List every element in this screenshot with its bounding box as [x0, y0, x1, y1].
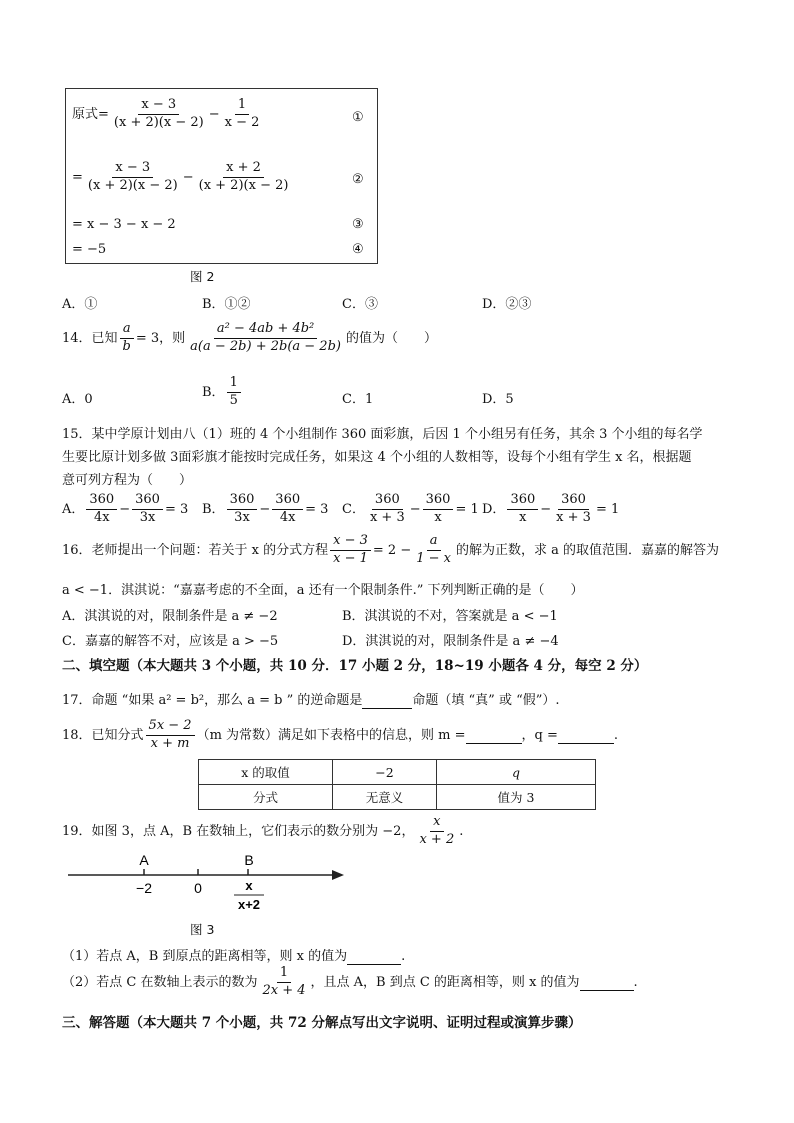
rhs: = 1	[595, 501, 620, 517]
frac-num: 1	[235, 98, 249, 115]
q13-option-a: A．①	[62, 297, 98, 312]
q18-pre: 18．已知分式	[62, 727, 144, 743]
q19-sub2-post: ，且点 A，B 到点 C 的距离相等，则 x 的值为	[310, 974, 580, 990]
frac-den: x − 1	[333, 550, 368, 566]
fig2-line-4: = −5	[72, 242, 107, 257]
q19-end: .	[459, 823, 464, 839]
q13-option-c: C．③	[342, 297, 378, 312]
q15-line-1: 15．某中学原计划由八（1）班的 4 个小组制作 360 面彩旗，后因 1 个小组另有任务，其余 3 个小组的每名学	[62, 427, 703, 442]
option-label: B．	[202, 384, 225, 400]
answer-blank-m[interactable]	[466, 728, 522, 744]
q16-option-b: B．淇淇说的不对，答案就是 a < −1	[342, 609, 558, 624]
q15-option-c: C． $\frac{360}{x + 3}$ − $\frac{360}{x}$ = 1	[342, 492, 479, 525]
q16-stem	[62, 534, 719, 567]
rhs: = 3	[305, 501, 329, 517]
q15-option-d: D． $\frac{360}{x}$ − $\frac{360}{x + 3}$ = 1	[482, 492, 620, 525]
q14-stem	[62, 322, 437, 355]
table-cell: 无意义	[333, 785, 437, 810]
frac-den: x + 2	[419, 831, 455, 847]
equals: =	[72, 169, 83, 185]
frac-den: 4x	[279, 509, 296, 525]
frac-num: 1	[227, 376, 241, 393]
figure-3-caption: 图 3	[190, 922, 215, 937]
frac-num: x	[430, 815, 443, 832]
frac-den: x + m	[150, 735, 190, 751]
point-a-label: A	[139, 852, 149, 868]
q19-pre: 19．如图 3，点 A，B 在数轴上，它们表示的数分别为 −2，	[62, 823, 415, 839]
frac-num: 360	[558, 493, 589, 510]
q14-option-d: D．5	[482, 392, 514, 407]
number-line-figure	[62, 850, 352, 920]
option-label: B．	[202, 501, 225, 517]
frac-num: 360	[86, 493, 117, 510]
frac-den: 2x + 4	[262, 982, 306, 998]
step-mark-3: ③	[352, 217, 364, 232]
point-b-label: B	[244, 852, 254, 868]
fig2-line-3: = x − 3 − x − 2	[72, 217, 176, 232]
frac-num: a	[120, 322, 134, 339]
frac-num: 360	[227, 493, 258, 510]
frac-num: x − 3	[138, 98, 179, 115]
frac-num: 360	[507, 493, 538, 510]
figure-2-caption: 图 2	[190, 269, 215, 284]
table-cell: q	[437, 760, 596, 785]
q14-option-a: A．0	[62, 392, 93, 407]
q19-sub2-end: .	[633, 974, 638, 990]
frac-num: a	[427, 534, 441, 551]
frac-den: 5	[229, 392, 238, 408]
q15-line-3: 意可列方程为（ ）	[62, 473, 193, 488]
rhs: = 1	[455, 501, 479, 517]
frac-num: 360	[372, 493, 403, 510]
q14-eq: = 3，则	[135, 330, 186, 346]
q19-sub2-pre: （2）若点 C 在数轴上表示的数为	[62, 974, 258, 990]
table-cell: 值为 3	[437, 785, 596, 810]
frac-num: 360	[272, 493, 303, 510]
table-row	[199, 760, 596, 785]
q16-line-2: a < −1．淇淇说：“嘉嘉考虑的不全面，a 还有一个限制条件.” 下列判断正确的是（ ）	[62, 583, 584, 598]
option-label: D．	[482, 501, 506, 517]
step-mark-1: ①	[352, 110, 364, 125]
table-row	[199, 785, 596, 810]
frac-den: a(a − 2b) + 2b(a − 2b)	[190, 338, 341, 354]
frac-num: x + 2	[223, 161, 264, 178]
section-3-heading: 三、解答题（本大题共 7 个小题，共 72 分解点写出文字说明、证明过程或演算步骤）	[62, 1015, 582, 1031]
q19-sub-2	[62, 966, 638, 999]
q15-line-2: 生要比原计划多做 3面彩旗才能按时完成任务，如果这 4 个小组的人数相等，设每个小组有学生 x 名，根据题	[62, 450, 692, 465]
q13-option-d: D．②③	[482, 297, 532, 312]
q19-sub1-end: .	[401, 949, 406, 964]
frac-den: 4x	[94, 509, 110, 525]
tick-label-neg2: −2	[136, 880, 152, 896]
q13-option-b: B．①②	[202, 297, 251, 312]
q18-table	[198, 759, 596, 810]
minus: −	[208, 106, 220, 122]
arrow-head-icon	[332, 870, 344, 880]
q15-option-b: B． $\frac{360}{3x}$ − $\frac{360}{4x}$ = 3	[202, 492, 329, 525]
q17-pre: 17．命题 “如果 a² = b²，那么 a = b ” 的逆命题是	[62, 693, 363, 708]
frac-den: (x + 2)(x − 2)	[87, 177, 178, 193]
answer-blank-q[interactable]	[558, 728, 614, 744]
answer-blank[interactable]	[347, 949, 401, 965]
fig2-line-2	[72, 161, 293, 194]
frac-num: 360	[423, 493, 454, 510]
frac-num: x − 3	[112, 161, 153, 178]
q16-option-d: D．淇淇说的对，限制条件是 a ≠ −4	[342, 634, 559, 649]
q15-option-a: A． $\frac{360}{4x}$ − $\frac{360}{3x}$ = 3	[62, 492, 189, 525]
table-cell: −2	[333, 760, 437, 785]
step-mark-2: ②	[352, 172, 364, 187]
answer-blank[interactable]	[362, 693, 412, 709]
q16-option-c: C．嘉嘉的解答不对，应该是 a > −5	[62, 634, 279, 649]
fig2-line-1	[72, 98, 264, 131]
frac-num: a² − 4ab + 4b²	[214, 322, 317, 339]
q14-option-c: C．1	[342, 392, 374, 407]
frac-num: 1	[277, 966, 291, 983]
frac-num: x − 3	[330, 534, 371, 551]
tick-label-zero: 0	[194, 880, 202, 896]
q17-stem	[62, 689, 560, 709]
frac-den: (x + 2)(x − 2)	[113, 114, 204, 130]
q14-option-b	[202, 376, 243, 409]
q16-option-a: A．淇淇说的对，限制条件是 a ≠ −2	[62, 609, 278, 624]
frac-den: x + 3	[556, 509, 591, 525]
frac-den: 3x	[234, 509, 250, 525]
q18-stem	[62, 719, 618, 752]
frac-num: 5x − 2	[146, 719, 195, 736]
q18-mid: ，q =	[521, 727, 558, 743]
frac-den: x	[434, 509, 442, 525]
b-frac-den: x+2	[237, 897, 261, 912]
q19-sub1-pre: （1）若点 A，B 到原点的距离相等，则 x 的值为	[62, 949, 348, 964]
rhs: = 3	[164, 501, 189, 517]
frac-den: x − 2	[224, 114, 260, 130]
q19-sub-1	[62, 945, 405, 965]
option-label: C．	[342, 501, 365, 517]
section-2-heading: 二、填空题（本大题共 3 个小题，共 10 分．17 小题 2 分，18~19 小题各 4 分，每空 2 分）	[62, 658, 648, 674]
table-cell: x 的取值	[199, 760, 333, 785]
frac-den: (x + 2)(x − 2)	[198, 177, 289, 193]
frac-den: 1 − x	[416, 550, 451, 566]
option-label: A．	[62, 501, 85, 517]
q18-end: .	[613, 727, 619, 743]
frac-den: 3x	[139, 509, 156, 525]
q14-suffix: 的值为（ ）	[345, 330, 437, 346]
q16-pre: 16．老师提出一个问题：若关于 x 的分式方程	[62, 542, 329, 558]
answer-blank[interactable]	[580, 975, 634, 991]
b-frac-num: x	[245, 878, 253, 893]
step-mark-4: ④	[352, 242, 364, 257]
label-start: 原式=	[72, 106, 109, 122]
frac-den: x	[519, 509, 527, 525]
q17-post: 命题（填 “真” 或 “假”）.	[412, 693, 560, 708]
frac-num: 360	[132, 493, 163, 510]
minus: −	[182, 169, 194, 185]
q14-prefix: 14．已知	[62, 330, 118, 346]
frac-den: x + 3	[369, 509, 405, 525]
q18-post: （m 为常数）满足如下表格中的信息，则 m =	[196, 727, 466, 743]
q19-stem	[62, 815, 463, 848]
table-cell: 分式	[199, 785, 333, 810]
q16-post: 的解为正数，求 a 的取值范围．嘉嘉的解答为	[456, 542, 720, 558]
frac-den: b	[122, 338, 131, 354]
q16-mid: = 2 −	[372, 542, 412, 558]
